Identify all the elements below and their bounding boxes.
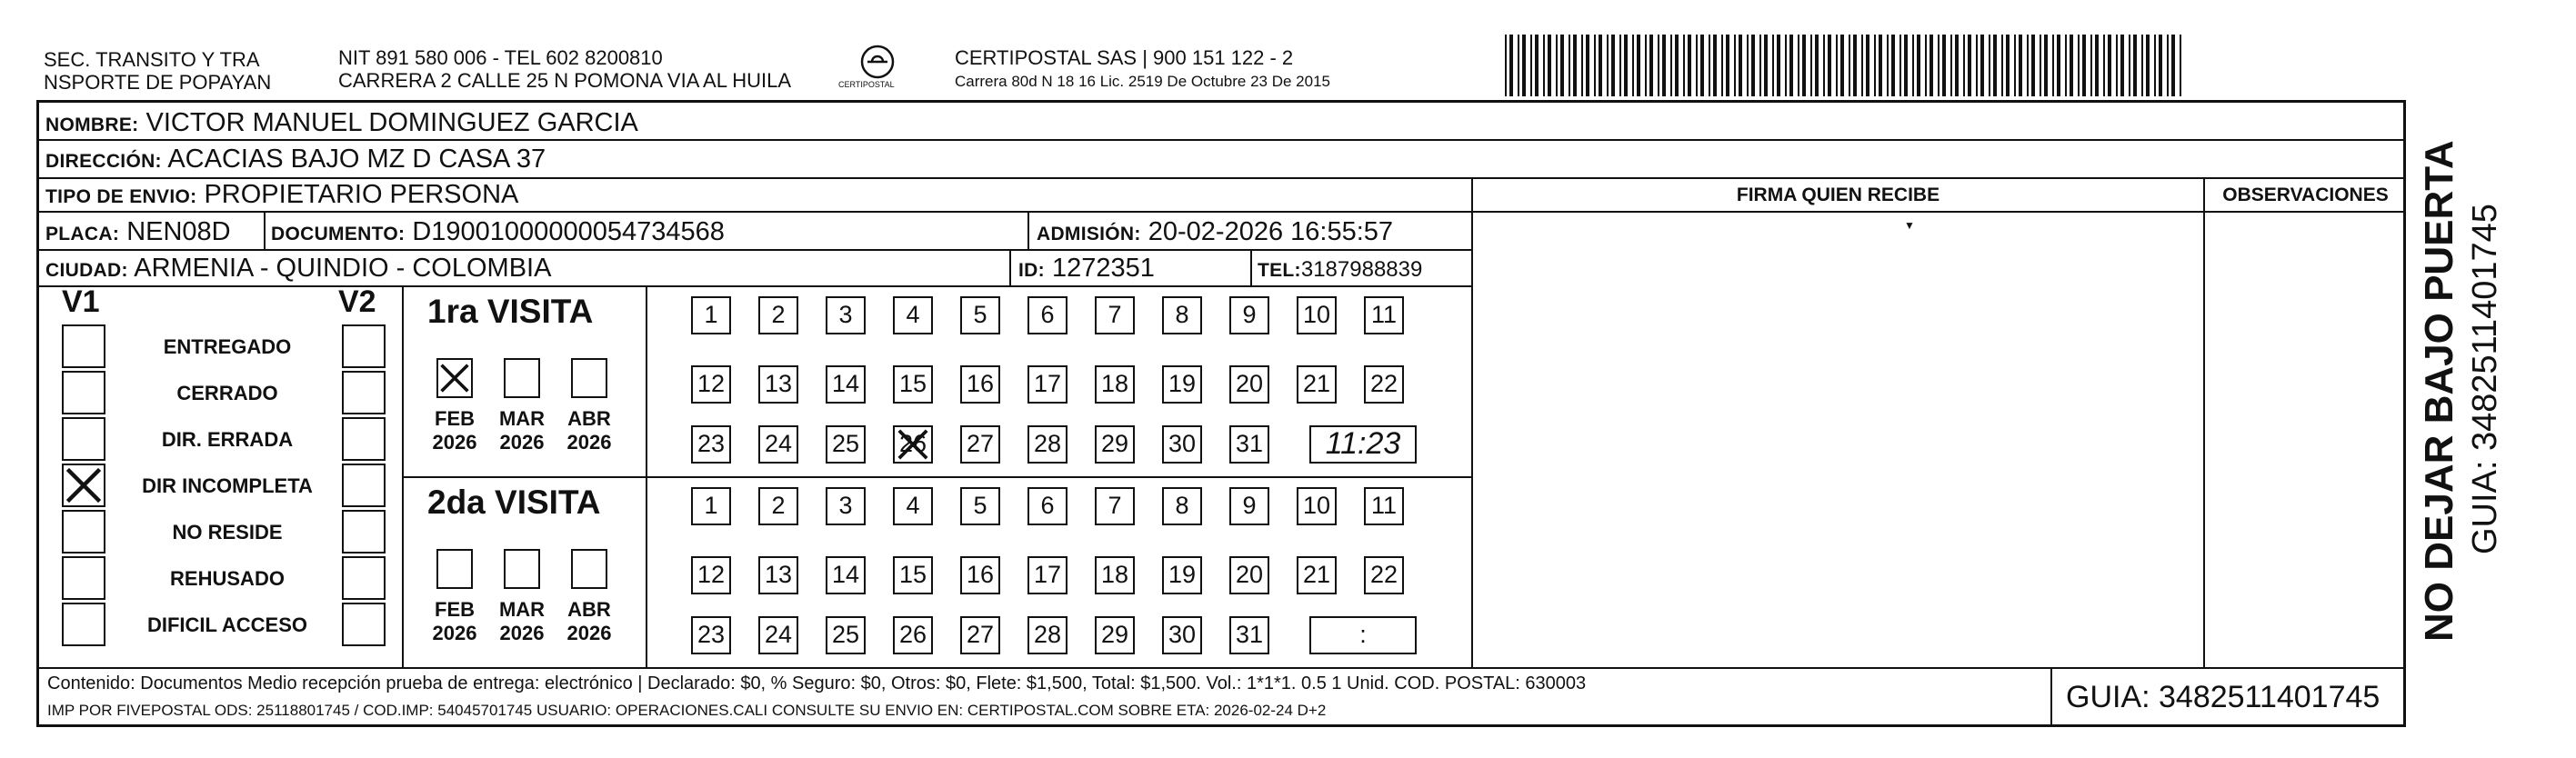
day-box[interactable]: 19 xyxy=(1162,365,1202,404)
observations-column-header: OBSERVACIONES xyxy=(2222,185,2389,205)
status-v1-checkbox[interactable] xyxy=(62,603,105,646)
status-v2-checkbox[interactable] xyxy=(342,417,386,461)
day-box[interactable]: 3 xyxy=(826,487,866,525)
plate-value: NEN08D xyxy=(126,217,231,246)
document: DOCUMENTO: D19001000000054734568 xyxy=(271,217,725,246)
day-box[interactable]: 13 xyxy=(758,365,798,404)
day-box[interactable]: 4 xyxy=(893,296,933,334)
observations-area[interactable] xyxy=(2205,213,2405,666)
status-v2-checkbox[interactable] xyxy=(342,324,386,368)
day-box[interactable]: 1 xyxy=(691,296,731,334)
status-v1-checkbox[interactable] xyxy=(62,464,105,507)
shipment-id: ID: 1272351 xyxy=(1018,254,1155,283)
sender-nit-line: NIT 891 580 006 - TEL 602 8200810 xyxy=(338,46,663,69)
day-box[interactable]: 19 xyxy=(1162,556,1202,594)
day-box[interactable]: 8 xyxy=(1162,296,1202,334)
day-box[interactable]: 6 xyxy=(1027,296,1067,334)
day-box[interactable]: 5 xyxy=(960,296,1000,334)
footer-guia: GUIA: 3482511401745 xyxy=(2066,680,2381,714)
shipment-type: TIPO DE ENVIO: PROPIETARIO PERSONA xyxy=(45,180,519,209)
day-box[interactable]: 9 xyxy=(1229,487,1269,525)
month-label: MAR 2026 xyxy=(498,598,546,644)
visit-time-box[interactable]: 11:23 xyxy=(1309,425,1417,464)
day-box[interactable]: 16 xyxy=(960,365,1000,404)
status-v1-checkbox[interactable] xyxy=(62,556,105,600)
telephone: TEL:3187988839 xyxy=(1258,257,1423,282)
day-box[interactable]: 31 xyxy=(1229,616,1269,654)
day-box[interactable]: 18 xyxy=(1095,365,1135,404)
day-box[interactable]: 26 xyxy=(893,425,933,464)
signature-column-header: FIRMA QUIEN RECIBE xyxy=(1736,185,1940,205)
city: CIUDAD: ARMENIA - QUINDIO - COLOMBIA xyxy=(45,254,552,283)
recipient-name: NOMBRE: VICTOR MANUEL DOMINGUEZ GARCIA xyxy=(45,108,638,137)
month-checkbox[interactable] xyxy=(436,358,473,398)
footer-contents: Contenido: Documentos Medio recepción prueba de entrega: electrónico | Declarado: $0, % Seguro: $0, Otros: $0, Flete: $1,500, Total: $1,500. Vol.: 1*1*1. 0.5 1 Unid. COD. POSTAL: 630003 xyxy=(47,673,1587,693)
certipostal-logo-icon xyxy=(859,44,896,80)
recipient-name-value: VICTOR MANUEL DOMINGUEZ GARCIA xyxy=(145,108,638,137)
month-checkbox[interactable] xyxy=(504,358,540,398)
city-value: ARMENIA - QUINDIO - COLOMBIA xyxy=(134,254,552,283)
visit-time-box[interactable]: : xyxy=(1309,616,1417,654)
day-box[interactable]: 14 xyxy=(826,365,866,404)
status-label: DIR. ERRADA xyxy=(161,428,294,451)
day-box[interactable]: 16 xyxy=(960,556,1000,594)
v2-header: V2 xyxy=(338,284,376,319)
status-v2-checkbox[interactable] xyxy=(342,371,386,414)
visit-title: 1ra VISITA xyxy=(427,293,594,330)
day-box[interactable]: 11 xyxy=(1364,296,1404,334)
day-box[interactable]: 25 xyxy=(826,616,866,654)
company-line: CERTIPOSTAL SAS | 900 151 122 - 2 xyxy=(955,46,1294,69)
day-box[interactable]: 28 xyxy=(1027,425,1067,464)
day-box[interactable]: 6 xyxy=(1027,487,1067,525)
sender-name-line1: SEC. TRANSITO Y TRA xyxy=(44,48,260,71)
day-box[interactable]: 22 xyxy=(1364,365,1404,404)
day-box[interactable]: 10 xyxy=(1297,487,1337,525)
status-label: DIFICIL ACCESO xyxy=(146,613,307,636)
month-label: FEB 2026 xyxy=(432,598,477,644)
footer-print-info: IMP POR FIVEPOSTAL ODS: 25118801745 / COD.IMP: 54045701745 USUARIO: OPERACIONES.CALI CONSULTE SU ENVIO EN: CERTIPOSTAL.COM SOBRE ETA: 2026-02-24 D+2 xyxy=(47,702,1327,719)
status-label: REHUSADO xyxy=(170,567,285,590)
status-v1-checkbox[interactable] xyxy=(62,417,105,461)
logo-caption: CERTIPOSTAL xyxy=(838,80,895,89)
status-label: NO RESIDE xyxy=(172,521,283,544)
status-v2-checkbox[interactable] xyxy=(342,510,386,554)
month-label: ABR 2026 xyxy=(566,598,612,644)
day-box[interactable]: 27 xyxy=(960,425,1000,464)
day-box[interactable]: 22 xyxy=(1364,556,1404,594)
side-notice: NO DEJAR BAJO PUERTA xyxy=(2417,140,2461,642)
month-checkbox[interactable] xyxy=(571,549,607,589)
day-box[interactable]: 4 xyxy=(893,487,933,525)
signature-area[interactable] xyxy=(1473,213,2202,666)
day-box[interactable]: 18 xyxy=(1095,556,1135,594)
day-box[interactable]: 14 xyxy=(826,556,866,594)
status-v2-checkbox[interactable] xyxy=(342,464,386,507)
status-v1-checkbox[interactable] xyxy=(62,510,105,554)
status-v2-checkbox[interactable] xyxy=(342,603,386,646)
status-v1-checkbox[interactable] xyxy=(62,324,105,368)
day-box[interactable]: 29 xyxy=(1095,425,1135,464)
day-box[interactable]: 24 xyxy=(758,425,798,464)
day-box[interactable]: 11 xyxy=(1364,487,1404,525)
barcode xyxy=(1505,35,2187,96)
signature-mark: ▼ xyxy=(1904,219,1915,232)
month-checkbox[interactable] xyxy=(436,549,473,589)
day-box[interactable]: 3 xyxy=(826,296,866,334)
document-value: D19001000000054734568 xyxy=(412,217,725,246)
day-box[interactable]: 15 xyxy=(893,365,933,404)
day-box[interactable]: 12 xyxy=(691,556,731,594)
month-checkbox[interactable] xyxy=(504,549,540,589)
visit-title: 2da VISITA xyxy=(427,484,601,521)
recipient-address: DIRECCIÓN: ACACIAS BAJO MZ D CASA 37 xyxy=(45,145,546,174)
shipment-id-value: 1272351 xyxy=(1051,254,1155,283)
side-guia: GUIA: 3482511401745 xyxy=(2466,204,2504,554)
admission: ADMISIÓN: 20-02-2026 16:55:57 xyxy=(1037,217,1394,246)
day-box[interactable]: 9 xyxy=(1229,296,1269,334)
day-box[interactable]: 28 xyxy=(1027,616,1067,654)
status-v1-checkbox[interactable] xyxy=(62,371,105,414)
month-label: MAR 2026 xyxy=(498,407,546,454)
plate: PLACA: NEN08D xyxy=(45,217,231,246)
admission-value: 20-02-2026 16:55:57 xyxy=(1148,217,1394,246)
day-box[interactable]: 29 xyxy=(1095,616,1135,654)
day-box[interactable]: 31 xyxy=(1229,425,1269,464)
day-box[interactable]: 13 xyxy=(758,556,798,594)
day-box[interactable]: 17 xyxy=(1027,556,1067,594)
day-box[interactable]: 15 xyxy=(893,556,933,594)
status-label: DIR INCOMPLETA xyxy=(142,474,313,497)
day-box[interactable]: 21 xyxy=(1297,556,1337,594)
day-box[interactable]: 7 xyxy=(1095,487,1135,525)
month-label: ABR 2026 xyxy=(566,407,612,454)
status-label: CERRADO xyxy=(176,382,278,404)
day-box[interactable]: 25 xyxy=(826,425,866,464)
day-box[interactable]: 1 xyxy=(691,487,731,525)
v1-header: V1 xyxy=(62,284,100,319)
status-label: ENTREGADO xyxy=(163,335,292,358)
day-box[interactable]: 5 xyxy=(960,487,1000,525)
day-box[interactable]: 2 xyxy=(758,487,798,525)
month-checkbox[interactable] xyxy=(571,358,607,398)
day-box[interactable]: 26 xyxy=(893,616,933,654)
day-box[interactable]: 20 xyxy=(1229,556,1269,594)
day-box[interactable]: 10 xyxy=(1297,296,1337,334)
day-box[interactable]: 23 xyxy=(691,425,731,464)
month-label: FEB 2026 xyxy=(432,407,477,454)
day-box[interactable]: 21 xyxy=(1297,365,1337,404)
day-box[interactable]: 20 xyxy=(1229,365,1269,404)
sender-address-line: CARRERA 2 CALLE 25 N POMONA VIA AL HUILA xyxy=(338,69,792,92)
day-box[interactable]: 23 xyxy=(691,616,731,654)
day-box[interactable]: 17 xyxy=(1027,365,1067,404)
recipient-address-value: ACACIAS BAJO MZ D CASA 37 xyxy=(167,145,546,174)
day-box[interactable]: 7 xyxy=(1095,296,1135,334)
day-box[interactable]: 2 xyxy=(758,296,798,334)
sender-name-line2: NSPORTE DE POPAYAN xyxy=(44,71,272,94)
status-v2-checkbox[interactable] xyxy=(342,556,386,600)
day-box[interactable]: 30 xyxy=(1162,425,1202,464)
day-box[interactable]: 27 xyxy=(960,616,1000,654)
day-box[interactable]: 24 xyxy=(758,616,798,654)
day-box[interactable]: 12 xyxy=(691,365,731,404)
day-box[interactable]: 8 xyxy=(1162,487,1202,525)
shipment-type-value: PROPIETARIO PERSONA xyxy=(204,180,519,209)
telephone-value: 3187988839 xyxy=(1300,257,1423,282)
company-license-line: Carrera 80d N 18 16 Lic. 2519 De Octubre 23 De 2015 xyxy=(955,73,1330,90)
day-box[interactable]: 30 xyxy=(1162,616,1202,654)
